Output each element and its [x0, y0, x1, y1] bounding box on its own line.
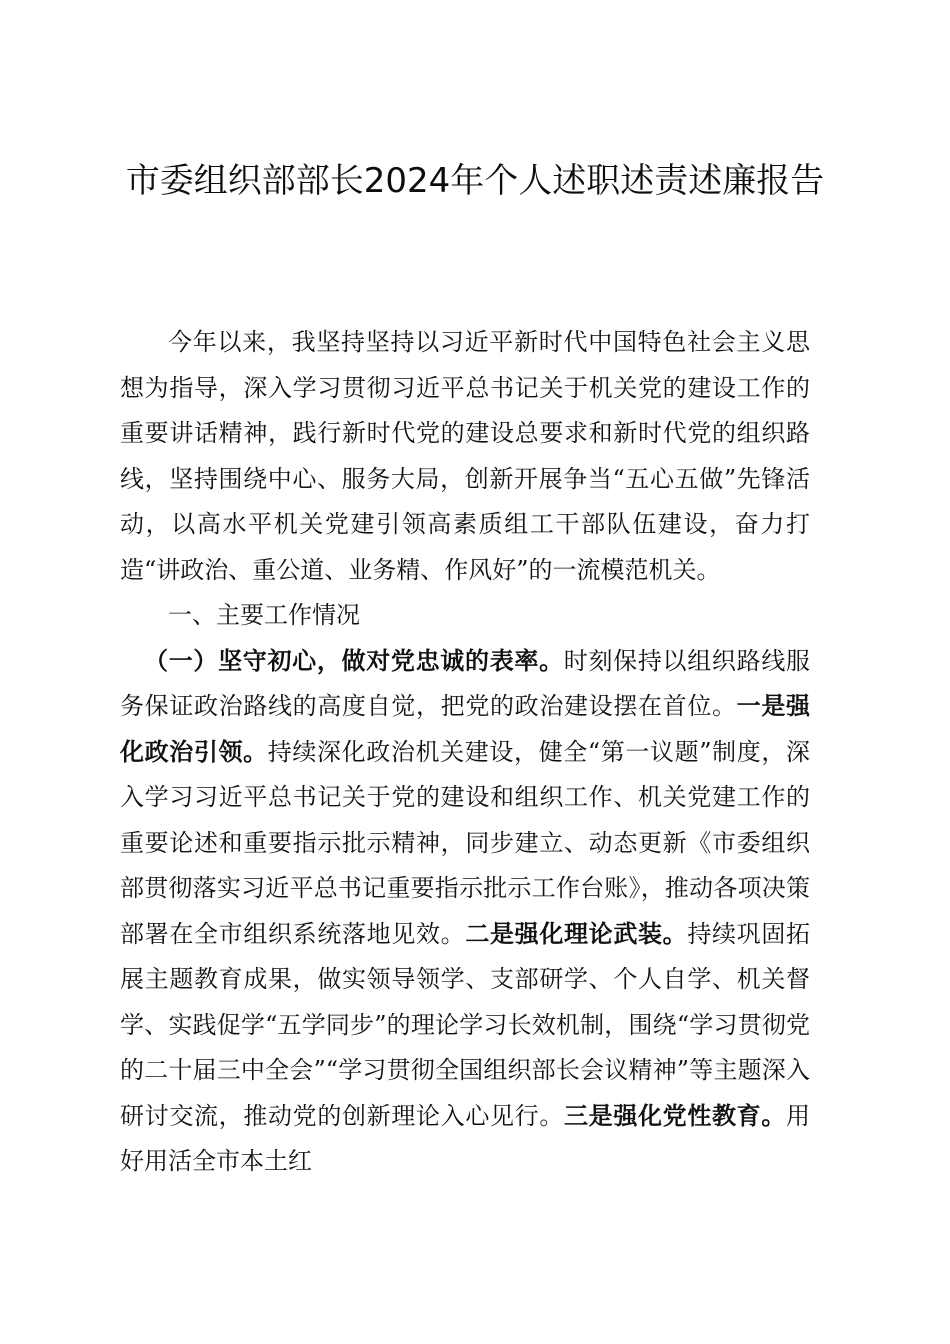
point-1-text: 持续深化政治机关建设，健全“第一议题”制度，深入学习习近平总书记关于党的建设和组织工作、机关党建工作的重要论述和重要指示批示精神，同步建立、动态更新《市委组织部贯彻落实习近平总书记重要指示批示工作台账》，推动各项决策部署在全市组织系统落地见效。 — [120, 737, 811, 948]
page-title: 市委组织部部长2024年个人述职述责述廉报告 — [125, 161, 825, 201]
point-3-text: 用好用活全市本土红 — [120, 1101, 810, 1175]
point-2-heading: 二是强化理论武装。 — [465, 919, 688, 948]
subsection-lead-text: 时刻保持以组织路线服务保证政治路线的高度自觉，把党的政治建设摆在首位。 — [120, 646, 811, 720]
point-2-text: 持续巩固拓展主题教育成果，做实领导领学、支部研学、个人自学、机关督学、实践促学“五学同步”的理论学习长效机制，围绕“学习贯彻党的二十届三中全会”“学习贯彻全国组织部长会议精神”等主题深入研讨交流，推动党的创新理论入心见行。 — [120, 919, 811, 1130]
document-body — [120, 320, 810, 1185]
point-3-heading: 三是强化党性教育。 — [564, 1101, 786, 1130]
subsection-paragraph — [120, 639, 810, 1185]
section-heading: 一、主要工作情况 — [168, 601, 360, 629]
intro-paragraph: 今年以来，我坚持坚持以习近平新时代中国特色社会主义思想为指导，深入学习贯彻习近平总书记关于机关党的建设工作的重要讲话精神，践行新时代党的建设总要求和新时代党的组织路线，坚持围绕中心、服务大局，创新开展争当“五心五做”先锋活动，以高水平机关党建引领高素质组工干部队伍建设，奋力打造“讲政治、重公道、业务精、作风好”的一流模范机关。 — [120, 328, 810, 584]
point-1-heading: 一是强化政治引领。 — [120, 692, 811, 766]
subsection-heading: （一）坚守初心，做对党忠诚的表率。 — [144, 646, 564, 675]
